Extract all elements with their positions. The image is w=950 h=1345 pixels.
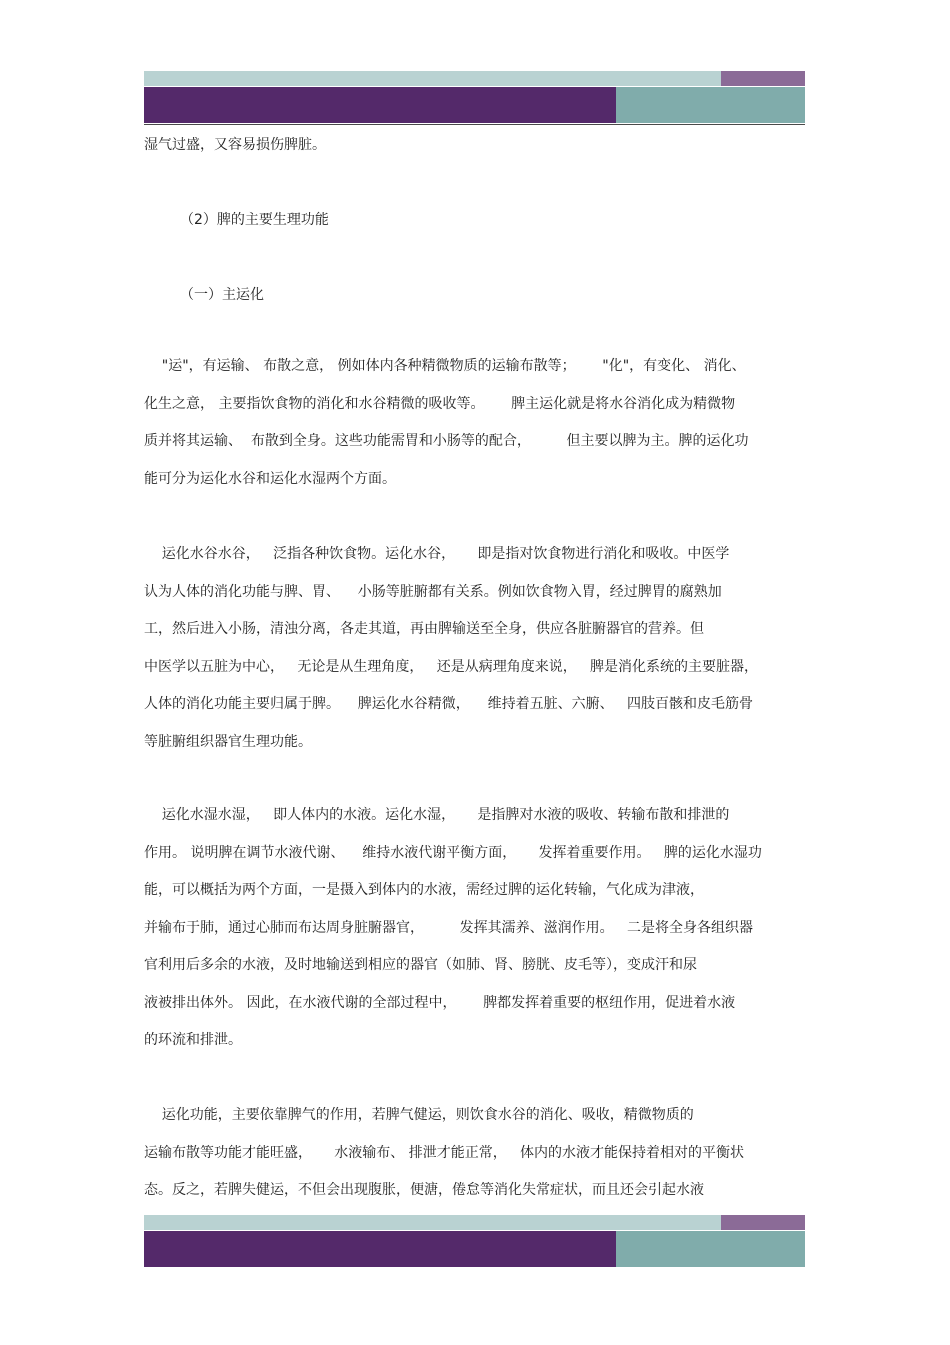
header-band-purple-block (144, 87, 616, 123)
paragraph-3 (144, 797, 804, 1060)
paragraph-line: 人体的消化功能主要归属于脾。 脾运化水谷精微， 维持着五脏、六腑、 四肢百骸和皮毛筋骨 (144, 696, 753, 712)
paragraph-line: "运"，有运输、 布散之意， 例如体内各种精微物质的运输布散等； "化"，有变化、 消化、 (144, 358, 746, 374)
paragraph-2 (144, 536, 804, 761)
paragraph-line: 作用。 说明脾在调节水液代谢、 维持水液代谢平衡方面， 发挥着重要作用。 脾的运化水湿功 (144, 844, 762, 861)
paragraph-line: 工，然后进入小肠，清浊分离，各走其道，再由脾输送至全身，供应各脏腑器官的营养。但 (144, 621, 704, 637)
paragraph-line: 能，可以概括为两个方面，一是摄入到体内的水液，需经过脾的运化转输，气化成为津液， (144, 882, 704, 898)
footer-band (144, 1215, 805, 1270)
paragraph-line: 并输布于肺，通过心肺而布达周身脏腑器官， 发挥其濡养、滋润作用。 二是将全身各组织器 (144, 919, 753, 936)
paragraph-line: 中医学以五脏为中心， 无论是从生理角度， 还是从病理角度来说， 脾是消化系统的主要脏器， (144, 658, 759, 675)
paragraph-line: 态。反之，若脾失健运，不但会出现腹胀，便溏，倦怠等消化失常症状，而且还会引起水液 (144, 1182, 704, 1198)
section-heading-1: （一）主运化 (180, 287, 264, 303)
paragraph-line: 液被排出体外。 因此，在水液代谢的全部过程中， 脾都发挥着重要的枢纽作用，促进着水液 (144, 994, 736, 1011)
footer-band-mauve-strip (721, 1215, 805, 1230)
paragraph-line: 运化功能，主要依靠脾气的作用，若脾气健运，则饮食水谷的消化、吸收，精微物质的 (144, 1107, 694, 1123)
header-rule (144, 124, 805, 125)
paragraph-line: 能可分为运化水谷和运化水湿两个方面。 (144, 470, 396, 487)
footer-band-light-strip (144, 1215, 721, 1230)
paragraph-1 (144, 348, 804, 498)
paragraph-line: 运化水谷水谷， 泛指各种饮食物。运化水谷， 即是指对饮食物进行消化和吸收。中医学 (144, 546, 730, 562)
header-band-light-strip (144, 71, 721, 86)
footer-band-purple-block (144, 1231, 616, 1267)
section-heading-2: （2）脾的主要生理功能 (180, 212, 329, 228)
header-band (144, 71, 805, 126)
paragraph-line: 认为人体的消化功能与脾、胃、 小肠等脏腑都有关系。例如饮食物入胃，经过脾胃的腐熟加 (144, 583, 722, 600)
paragraph-line: 等脏腑组织器官生理功能。 (144, 733, 312, 750)
header-band-teal-block (616, 87, 805, 123)
paragraph-line: 运化水湿水湿， 即人体内的水液。运化水湿， 是指脾对水液的吸收、转输布散和排泄的 (144, 807, 730, 823)
paragraph-4 (144, 1097, 804, 1210)
continuation-line: 湿气过盛，又容易损伤脾脏。 (144, 137, 326, 153)
footer-band-teal-block (616, 1231, 805, 1267)
paragraph-line: 官利用后多余的水液，及时地输送到相应的器官（如肺、肾、膀胱、皮毛等），变成汗和尿 (144, 957, 697, 973)
paragraph-line: 化生之意， 主要指饮食物的消化和水谷精微的吸收等。 脾主运化就是将水谷消化成为精微物 (144, 395, 736, 412)
paragraph-line: 运输布散等功能才能旺盛， 水液输布、 排泄才能正常， 体内的水液才能保持着相对的平衡状 (144, 1144, 745, 1161)
paragraph-line: 质并将其运输、 布散到全身。这些功能需胃和小肠等的配合， 但主要以脾为主。脾的运化功 (144, 433, 749, 449)
header-band-mauve-strip (721, 71, 805, 86)
paragraph-line: 的环流和排泄。 (144, 1032, 242, 1048)
